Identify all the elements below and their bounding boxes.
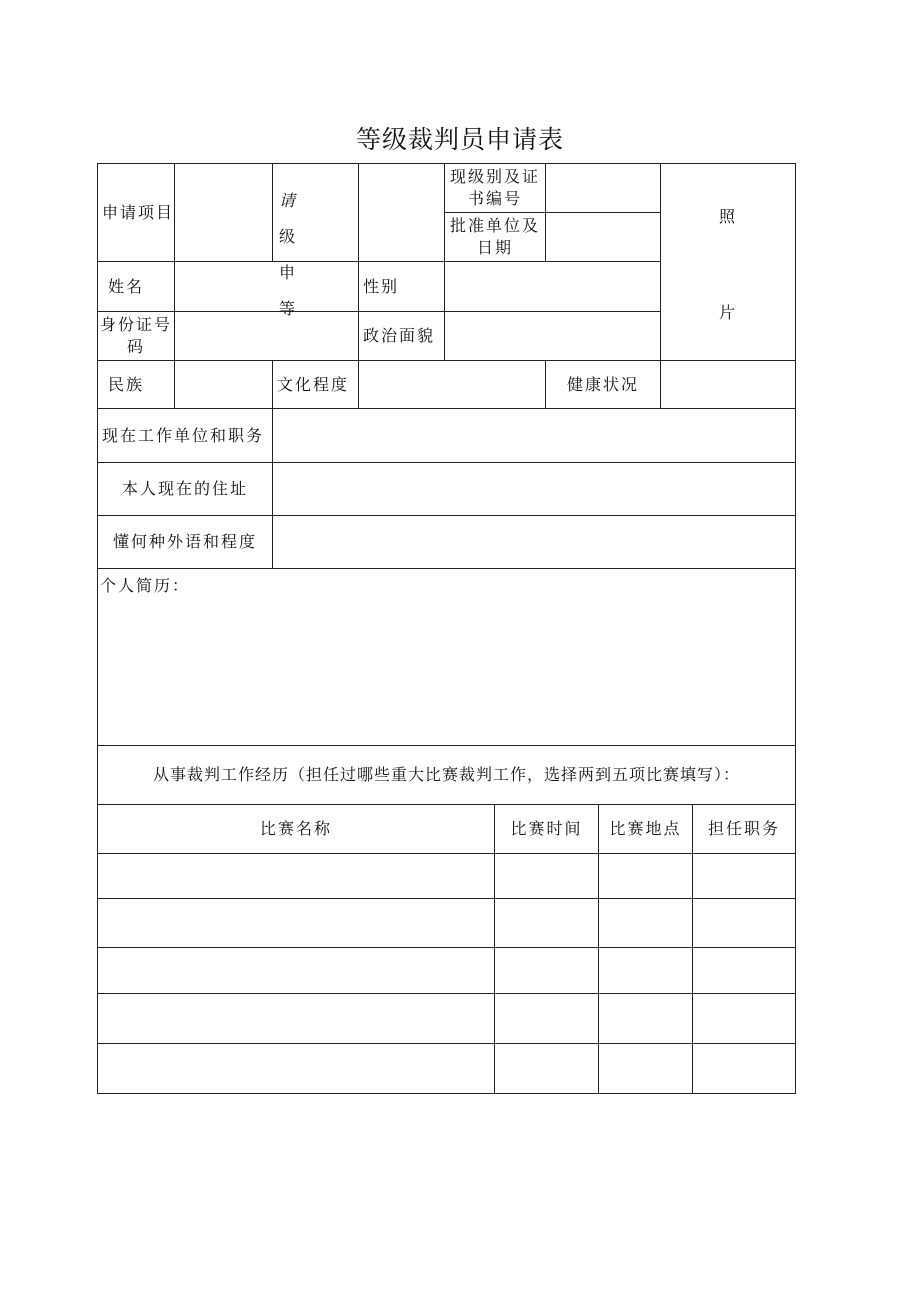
approve-unit-date-line-1: 批准单位及 [449,216,540,235]
education-field[interactable] [358,360,546,409]
address-label: 本人现在的住址 [97,462,273,516]
table-row-4-match-location[interactable] [598,993,693,1044]
table-row-5-match-time[interactable] [494,1043,599,1094]
current-level-cert-line-2: 书编号 [467,189,522,208]
gender-field[interactable] [444,261,661,312]
page-title: 等级裁判员申请表 [355,125,564,154]
approve-unit-date-label [444,212,546,262]
approve-unit-date-field[interactable] [545,212,661,262]
name-label: 姓名 [97,261,175,312]
resume-label: 个人简历： [100,576,191,595]
name-field[interactable] [174,261,359,312]
apply-item-field[interactable] [174,163,273,262]
photo-box[interactable] [660,163,796,361]
current-level-cert-label [444,163,546,213]
languages-label: 懂何种外语和程度 [97,515,273,569]
table-row-4-match-time[interactable] [494,993,599,1044]
experience-header: 从事裁判工作经历（担任过哪些重大比赛裁判工作，选择两到五项比赛填写）： [97,745,796,805]
table-row-2-match-location[interactable] [598,898,693,948]
column-header-match-location: 比赛地点 [598,804,693,854]
apply-item-label: 申请项目 [97,163,175,262]
apply-level-char-3: 申 [278,263,295,282]
id-number-line-2: 码 [126,337,145,356]
current-level-cert-line-1: 现级别及证 [449,167,540,186]
id-number-field[interactable] [174,311,359,361]
address-field[interactable] [272,462,796,516]
health-field[interactable] [660,360,796,409]
table-row-4-role[interactable] [692,993,796,1044]
id-number-label [97,311,175,361]
table-row-1-role[interactable] [692,853,796,899]
column-header-match-name: 比赛名称 [97,804,495,854]
political-status-field[interactable] [444,311,661,361]
table-row-1-match-time[interactable] [494,853,599,899]
table-row-5-role[interactable] [692,1043,796,1094]
table-row-3-match-name[interactable] [97,947,495,994]
table-row-3-match-location[interactable] [598,947,693,994]
work-unit-field[interactable] [272,408,796,463]
political-status-label: 政治面貌 [358,311,445,361]
column-header-role: 担任职务 [692,804,796,854]
gender-label: 性别 [358,261,445,312]
photo-label-char-2: 片 [719,303,736,322]
table-row-1-match-location[interactable] [598,853,693,899]
apply-level-char-4: 等 [278,299,295,318]
apply-level-char-2: 级 [278,227,295,246]
table-row-4-match-name[interactable] [97,993,495,1044]
education-label: 文化程度 [272,360,359,409]
work-unit-label: 现在工作单位和职务 [97,408,273,463]
table-row-5-match-location[interactable] [598,1043,693,1094]
apply-level-char-1: 请 [278,191,295,210]
table-row-5-match-name[interactable] [97,1043,495,1094]
table-row-1-match-name[interactable] [97,853,495,899]
column-header-match-time: 比赛时间 [494,804,599,854]
resume-field[interactable] [97,568,796,746]
current-level-cert-field[interactable] [545,163,661,213]
health-label: 健康状况 [545,360,661,409]
table-row-2-match-time[interactable] [494,898,599,948]
ethnicity-label: 民族 [97,360,175,409]
id-number-line-1: 身份证号 [99,315,172,334]
approve-unit-date-line-2: 日期 [476,238,513,257]
table-row-3-role[interactable] [692,947,796,994]
table-row-2-role[interactable] [692,898,796,948]
languages-field[interactable] [272,515,796,569]
ethnicity-field[interactable] [174,360,273,409]
photo-label-char-1: 照 [719,207,736,226]
table-row-2-match-name[interactable] [97,898,495,948]
table-row-3-match-time[interactable] [494,947,599,994]
apply-level-field[interactable] [358,163,445,262]
